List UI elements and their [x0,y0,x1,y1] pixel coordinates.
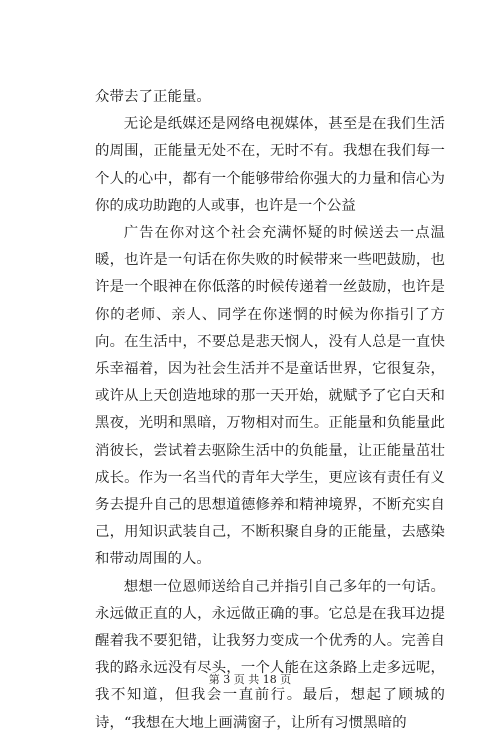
paragraph-continuation: 众带去了正能量。 [95,89,211,105]
paragraph-advertisement-warmth: 广告在你对这个社会充满怀疑的时候送去一点温暖，也许是一句话在你失败的时候带来一些吧鼓励，也许是一个眼神在你低落的时候传递着一丝鼓励，也许是你的老师、亲人、同学在你迷惘的时候为你指引了方向。在生活中，不要总是悲天悯人，没有人总是一直快乐幸福着，因为社会生活并不是童话世界，它很复杂，或许从上天创造地球的那一天开始，就赋予了它白天和黑夜，光明和黑暗，万物相对而生。正能量和负能量此消彼长，尝试着去驱除生活中的负能量，让正能量茁壮成长。作为一名当代的青年大学生，更应该有责任有义务去提升自己的思想道德修养和精神境界，不断充实自己，用知识武装自己，不断积聚自身的正能量，去感染和带动周围的人。 [95,225,445,568]
paragraph-mentor-words: 想想一位恩师送给自己并指引自己多年的一句话。永远做正直的人，永远做正确的事。它总是在我耳边提醒着我不要犯错，让我努力变成一个优秀的人。完善自我的路永远没有尽头，一个人能在这条路上走多远呢，我不知道，但我会一直前行。最后，想起了顾城的诗，“我想在大地上画满窗子，让所有习惯黑暗的 [95,578,445,731]
document-body [95,84,445,737]
paragraph-media-positive-energy: 无论是纸媒还是网络电视媒体，甚至是在我们生活的周围，正能量无处不在，无时不有。我想在我们每一个人的心中，都有一个能够带给你强大的力量和信心为你的成功助跑的人或事，也许是一个公益 [95,116,445,214]
page-number-footer: 第 3 页 共 18 页 [208,673,292,686]
